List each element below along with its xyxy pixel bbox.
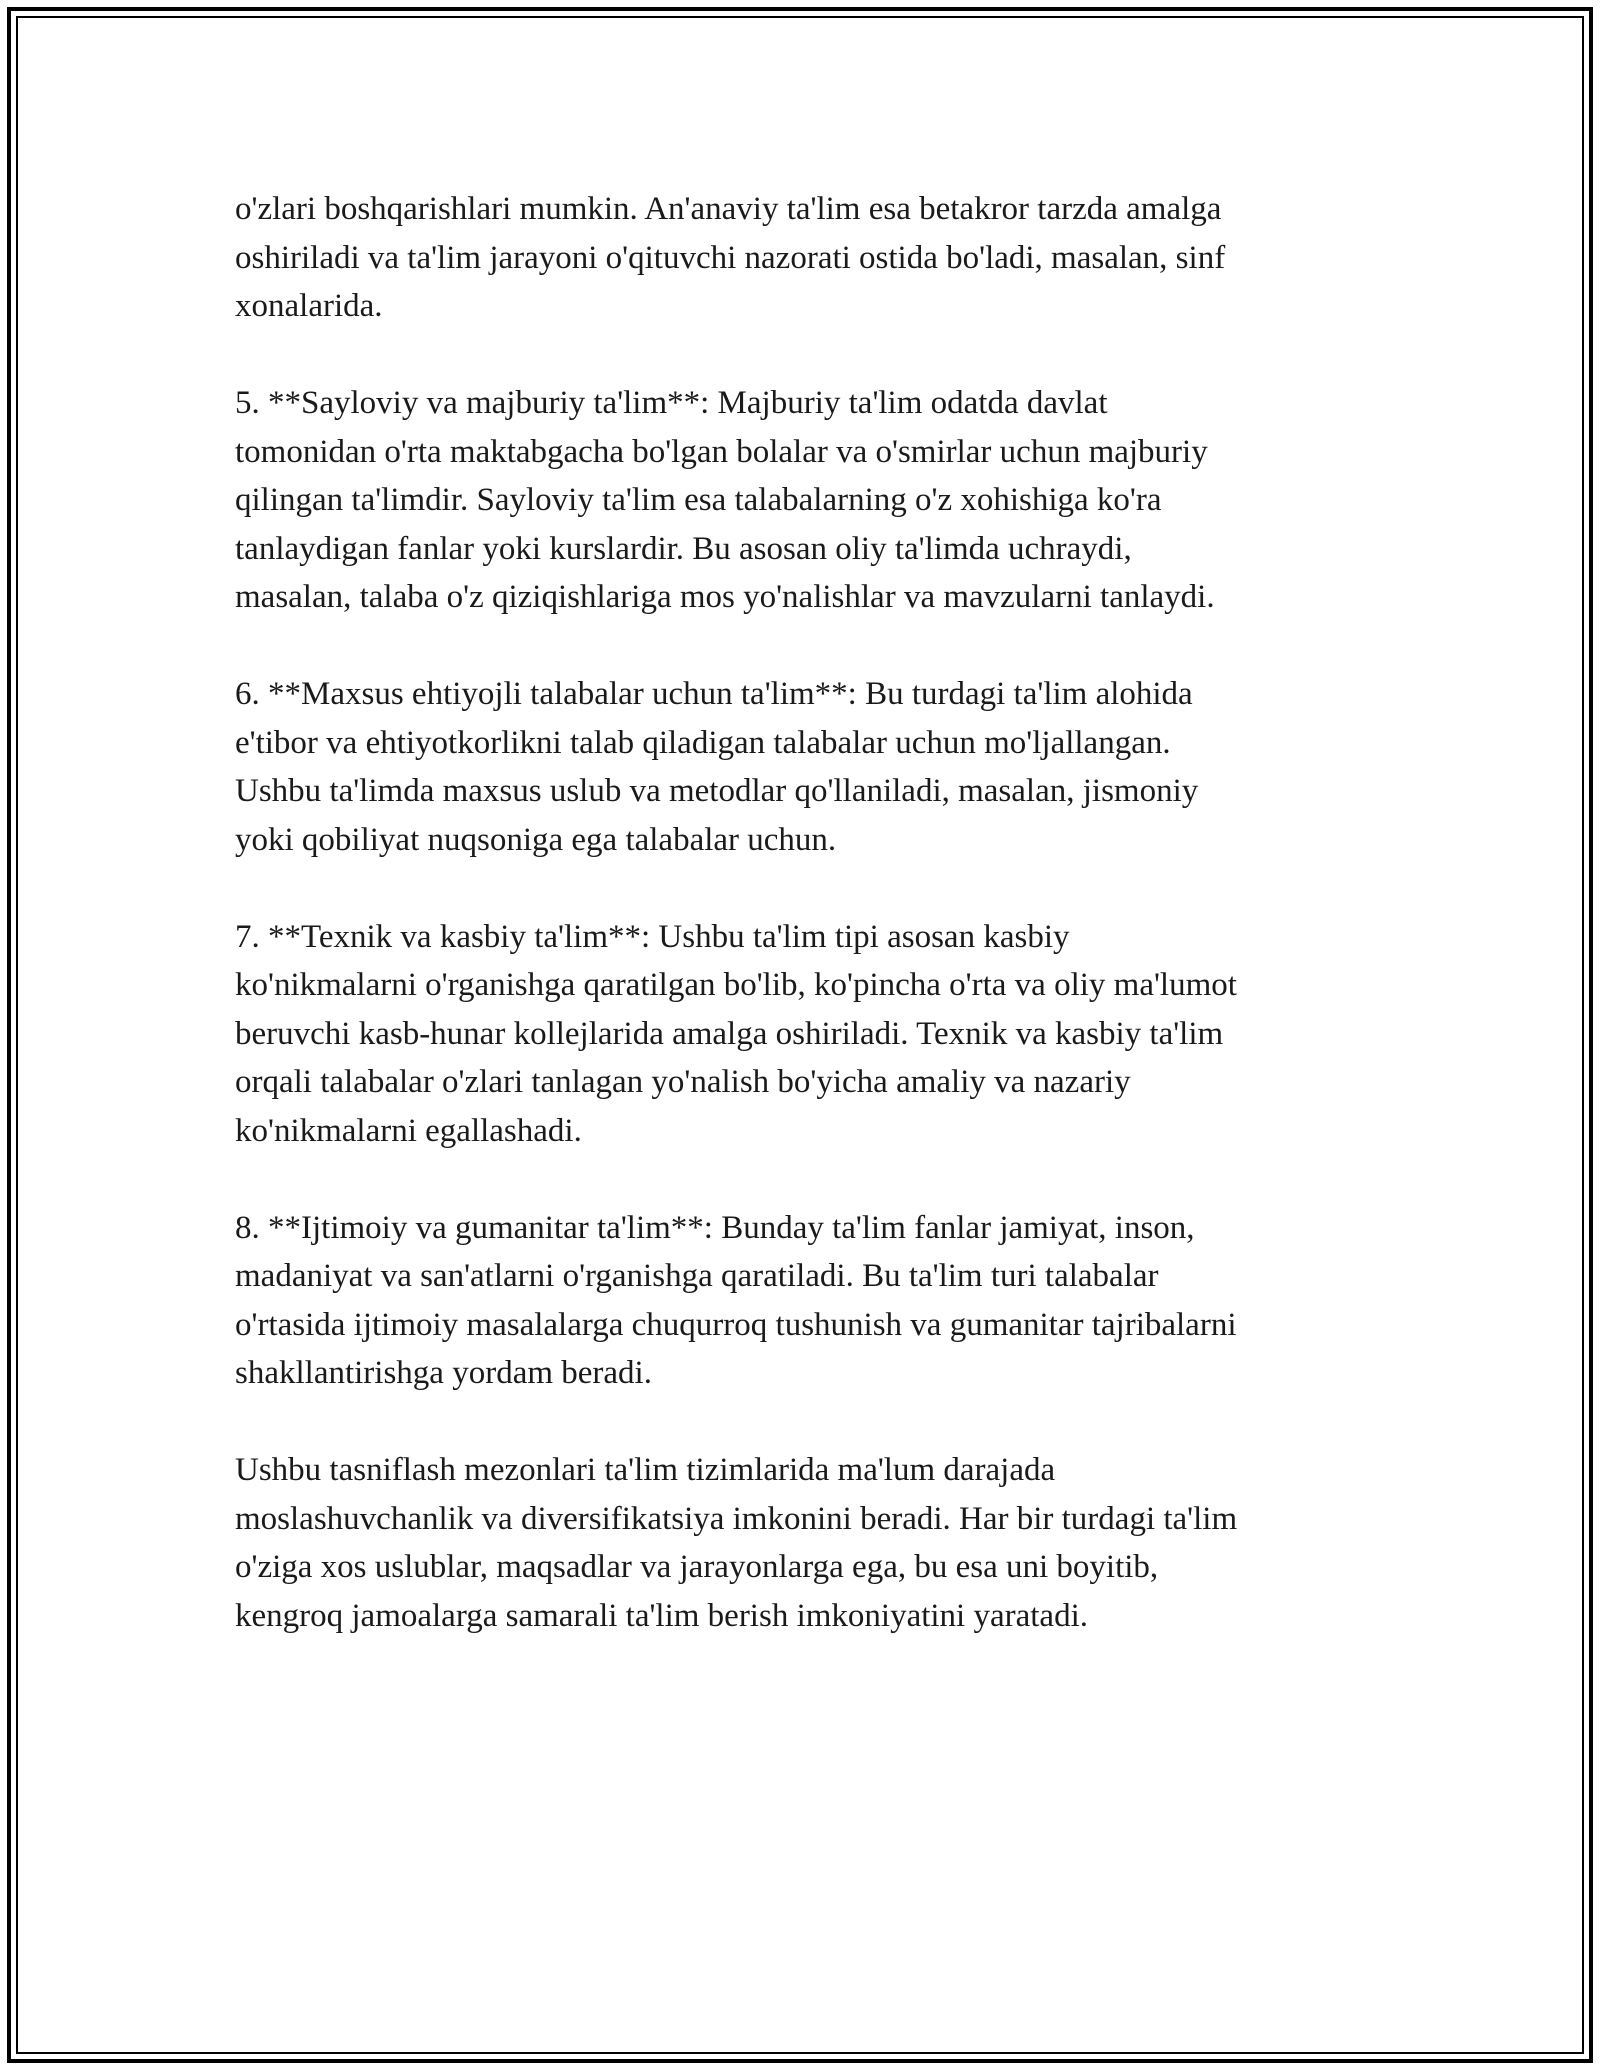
text-line: kengroq jamoalarga samarali ta'lim berish imkoniyatini yaratadi.	[235, 1597, 1088, 1634]
text-line: e'tibor va ehtiyotkorlikni talab qiladigan talabalar uchun mo'ljallangan.	[235, 724, 1171, 761]
document-body	[235, 185, 1355, 1689]
text-line: tanlaydigan fanlar yoki kurslardir. Bu asosan oliy ta'limda uchraydi,	[235, 530, 1132, 567]
text-line: Ushbu ta'limda maxsus uslub va metodlar qo'llaniladi, masalan, jismoniy	[235, 773, 1199, 809]
text-line: o'rtasida ijtimoiy masalalarga chuqurroq tushunish va gumanitar tajribalarni	[235, 1306, 1237, 1343]
text-line: 6. **Maxsus ehtiyojli talabalar uchun ta'lim**: Bu turdagi ta'lim alohida	[235, 676, 1193, 712]
text-line: o'zlari boshqarishlari mumkin. An'anaviy ta'lim esa betakror tarzda amalga	[235, 191, 1222, 227]
text-line: o'ziga xos uslublar, maqsadlar va jarayonlarga ega, bu esa uni boyitib,	[235, 1549, 1159, 1585]
text-line: 8. **Ijtimoiy va gumanitar ta'lim**: Bunday ta'lim fanlar jamiyat, inson,	[235, 1209, 1195, 1246]
text-line: tomonidan o'rta maktabgacha bo'lgan bolalar va o'smirlar uchun majburiy	[235, 433, 1208, 470]
paragraph-item-7	[235, 913, 1355, 1156]
paragraph-item-5	[235, 379, 1355, 622]
paragraph-item-6	[235, 670, 1355, 864]
text-line: madaniyat va san'atlarni o'rganishga qaratiladi. Bu ta'lim turi talabalar	[235, 1258, 1159, 1294]
text-line: qilingan ta'limdir. Sayloviy ta'lim esa talabalarning o'z xohishiga ko'ra	[235, 482, 1162, 518]
text-line: moslashuvchanlik va diversifikatsiya imkonini beradi. Har bir turdagi ta'lim	[235, 1500, 1238, 1537]
paragraph-continuation	[235, 185, 1355, 331]
text-line: orqali talabalar o'zlari tanlagan yo'nalish bo'yicha amaliy va nazariy	[235, 1064, 1131, 1100]
text-line: Ushbu tasniflash mezonlari ta'lim tizimlarida ma'lum darajada	[235, 1452, 1056, 1488]
text-line: xonalarida.	[235, 288, 383, 324]
text-line: oshiriladi va ta'lim jarayoni o'qituvchi nazorati ostida bo'ladi, masalan, sinf	[235, 239, 1226, 276]
text-line: beruvchi kasb-hunar kollejlarida amalga oshiriladi. Texnik va kasbiy ta'lim	[235, 1015, 1224, 1052]
text-line: 5. **Sayloviy va majburiy ta'lim**: Majburiy ta'lim odatda davlat	[235, 385, 1108, 421]
text-line: ko'nikmalarni egallashadi.	[235, 1112, 582, 1149]
paragraph-conclusion	[235, 1446, 1355, 1640]
text-line: yoki qobiliyat nuqsoniga ega talabalar uchun.	[235, 821, 837, 858]
paragraph-item-8	[235, 1204, 1355, 1398]
text-line: ko'nikmalarni o'rganishga qaratilgan bo'lib, ko'pincha o'rta va oliy ma'lumot	[235, 967, 1237, 1003]
text-line: shakllantirishga yordam beradi.	[235, 1355, 652, 1391]
text-line: 7. **Texnik va kasbiy ta'lim**: Ushbu ta'lim tipi asosan kasbiy	[235, 918, 1070, 955]
text-line: masalan, talaba o'z qiziqishlariga mos yo'nalishlar va mavzularni tanlaydi.	[235, 579, 1215, 615]
